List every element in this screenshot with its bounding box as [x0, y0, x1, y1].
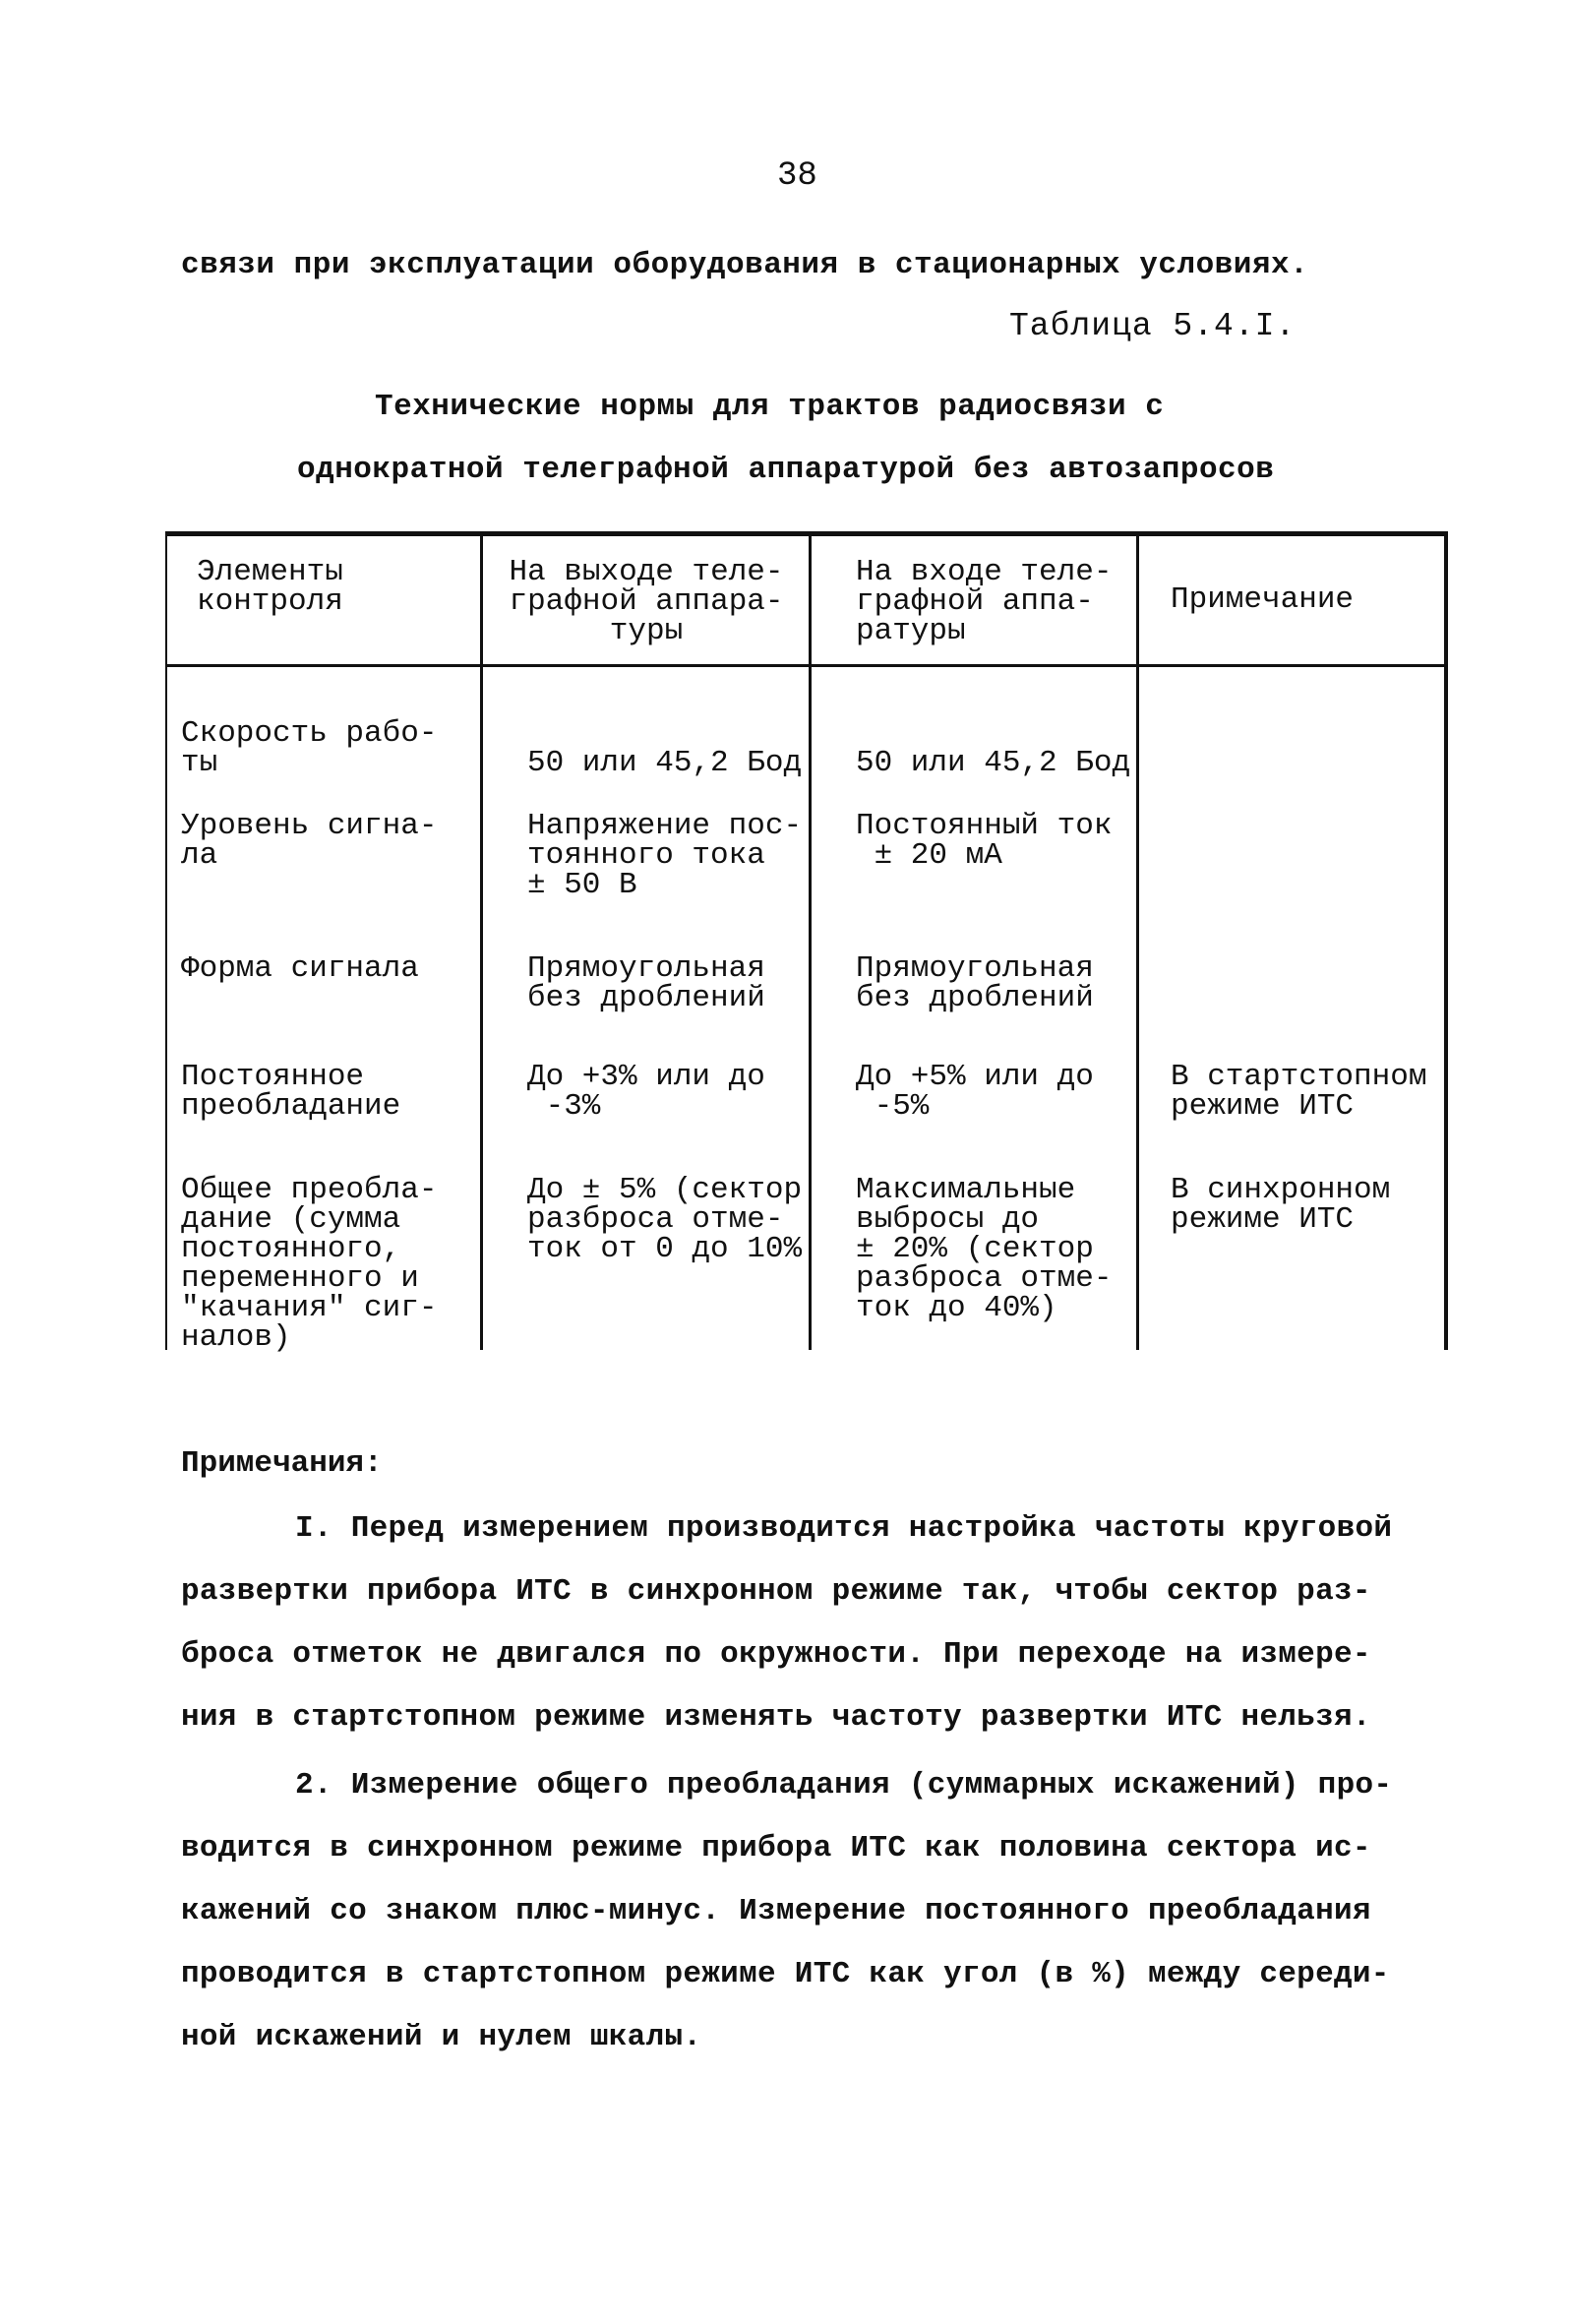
header-output: На выходе теле- графной аппара- туры	[509, 555, 784, 648]
header-note: Примечание	[1171, 582, 1355, 617]
note2-line3: кажений со знаком плюс-минус. Измерение постоянного преобладания	[181, 1894, 1371, 1928]
row2-element: Уровень сигна- ла	[181, 809, 438, 873]
header-input: На входе теле- графной аппа- ратуры	[856, 555, 1113, 648]
row2-output: Напряжение пос- тоянного тока ± 50 В	[527, 809, 803, 902]
header-elements: Элементы контроля	[197, 555, 343, 619]
intro-text: связи при эксплуатации оборудования в стационарных условиях.	[181, 248, 1309, 282]
row1-output: 50 или 45,2 Бод	[527, 746, 803, 780]
row1-input: 50 или 45,2 Бод	[856, 746, 1131, 780]
table-title-line-1: Технические нормы для трактов радиосвязи с	[375, 390, 1165, 424]
row5-element: Общее преобла- дание (сумма постоянного, переменного и "качания" сиг- налов)	[181, 1173, 438, 1355]
note1-line3: броса отметок не двигался по окружности. При переходе на измере-	[181, 1637, 1371, 1672]
note2-line2: водится в синхронном режиме прибора ИТС как половина сектора ис-	[181, 1831, 1371, 1865]
row5-note: В синхронном режиме ИТС	[1171, 1173, 1391, 1237]
row1-element: Скорость рабо- ты	[181, 716, 438, 780]
row2-input: Постоянный ток ± 20 мА	[856, 809, 1113, 873]
page-number: 38	[777, 157, 817, 195]
table-header-divider	[167, 664, 1444, 667]
row3-output: Прямоугольная без дроблений	[527, 951, 765, 1015]
table-divider	[480, 536, 483, 1350]
row3-element: Форма сигнала	[181, 951, 419, 986]
row4-element: Постоянное преобладание	[181, 1060, 401, 1124]
table-divider	[809, 536, 812, 1350]
note2-line4: проводится в стартстопном режиме ИТС как угол (в %) между середи-	[181, 1957, 1390, 1991]
row3-input: Прямоугольная без дроблений	[856, 951, 1094, 1015]
note2-line1: 2. Измерение общего преобладания (суммарных искажений) про-	[295, 1768, 1393, 1803]
note1-line1: I. Перед измерением производится настройка частоты круговой	[295, 1511, 1393, 1546]
notes-heading: Примечания:	[181, 1446, 383, 1481]
note2-line5: ной искажений и нулем шкалы.	[181, 2020, 702, 2054]
row5-input: Максимальные выбросы до ± 20% (сектор разброса отме- ток до 40%)	[856, 1173, 1113, 1325]
norms-table	[165, 531, 1448, 1355]
row4-output: До +3% или до -3%	[527, 1060, 765, 1124]
table-divider	[1136, 536, 1139, 1350]
table-label: Таблица 5.4.I.	[1009, 308, 1297, 344]
table-title-line-2: однократной телеграфной аппаратурой без автозапросов	[297, 453, 1275, 487]
row5-output: До ± 5% (сектор разброса отме- ток от 0 до 10%	[527, 1173, 803, 1266]
row4-input: До +5% или до -5%	[856, 1060, 1094, 1124]
note1-line2: развертки прибора ИТС в синхронном режиме так, чтобы сектор раз-	[181, 1574, 1371, 1609]
row4-note: В стартстопном режиме ИТС	[1171, 1060, 1427, 1124]
note1-line4: ния в стартстопном режиме изменять частоту развертки ИТС нельзя.	[181, 1700, 1371, 1735]
